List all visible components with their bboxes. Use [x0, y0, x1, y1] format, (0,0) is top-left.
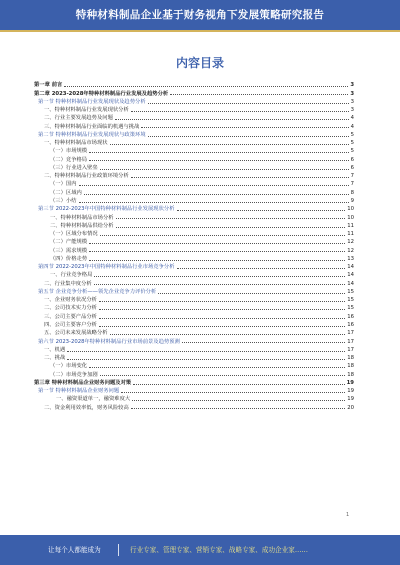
toc-entry[interactable]	[34, 237, 354, 245]
toc-leader-dots	[131, 111, 349, 112]
toc-entry[interactable]	[34, 254, 354, 262]
toc-leader-dots	[100, 169, 349, 170]
toc-leader-dots	[94, 276, 345, 277]
header-divider	[0, 30, 400, 32]
toc-entry-page: 15	[347, 297, 354, 304]
toc-leader-dots	[89, 160, 349, 161]
toc-entry[interactable]	[34, 163, 354, 171]
toc-leader-dots	[121, 392, 345, 393]
toc-entry-page: 14	[347, 264, 354, 271]
toc-leader-dots	[89, 260, 345, 261]
toc-entry[interactable]	[34, 187, 354, 195]
toc-entry-page: 12	[347, 239, 354, 246]
report-title: 特种材料制品企业基于财务视角下发展策略研究报告	[75, 9, 325, 21]
toc-leader-dots	[99, 301, 345, 302]
toc-entry-page: 18	[347, 355, 354, 362]
toc-leader-dots	[110, 144, 349, 145]
toc-entry-title: 三、公司主要产品分析	[44, 313, 97, 320]
toc-leader-dots	[94, 284, 346, 285]
toc-entry-title: （一）市场规模	[50, 148, 88, 155]
toc-entry-page: 5	[350, 131, 354, 138]
footer-slogan: 让每个人都能成为	[48, 546, 101, 554]
toc-entry-page: 19	[347, 388, 354, 395]
toc-entry[interactable]	[34, 303, 354, 311]
toc-entry[interactable]	[34, 229, 354, 237]
toc-entry-title: 一、特种材料制品市场现状	[44, 140, 108, 147]
toc-entry-page: 19	[346, 379, 354, 386]
toc-entry-page: 17	[347, 330, 354, 337]
toc-entry-page: 11	[347, 231, 354, 238]
toc-entry-title: 第二节 特种材料制品行业发展现状与政策环境	[38, 131, 146, 138]
toc-entry-page: 3	[350, 90, 354, 97]
toc-entry-title: 第一节 特种材料制品行业发展现状及趋势分析	[38, 98, 146, 105]
toc-entry-title: （三）小结	[50, 197, 77, 204]
toc-leader-dots	[84, 194, 349, 195]
toc-leader-dots	[67, 359, 345, 360]
toc-entry-page: 5	[350, 148, 354, 155]
toc-entry[interactable]	[34, 221, 354, 229]
toc-entry[interactable]	[34, 311, 354, 319]
footer-divider	[118, 544, 119, 556]
toc-entry-page: 5	[350, 140, 354, 147]
toc-entry-page: 16	[347, 321, 354, 328]
toc-entry[interactable]	[34, 121, 354, 129]
table-of-contents	[34, 80, 354, 411]
toc-entry[interactable]	[34, 262, 354, 270]
toc-entry-page: 10	[347, 206, 354, 213]
toc-entry[interactable]	[34, 361, 354, 369]
toc-entry-page: 19	[347, 396, 354, 403]
toc-leader-dots	[89, 152, 349, 153]
toc-entry[interactable]	[34, 105, 354, 113]
toc-entry-page: 7	[350, 173, 354, 180]
toc-entry-page: 10	[347, 214, 354, 221]
toc-entry-page: 13	[347, 255, 354, 262]
toc-entry-title: 二、特种材料制品供给分析	[50, 222, 114, 229]
toc-entry-title: （一）区域分布情况	[50, 231, 98, 238]
toc-entry-title: （二）产能规模	[50, 239, 88, 246]
toc-entry-title: 第三章 特种材料制品企业财务问题及对策	[34, 379, 132, 386]
toc-entry[interactable]	[34, 402, 354, 410]
toc-entry-title: 第五节 企业竞争分析——领先企业竞争力评价分析	[38, 288, 157, 295]
toc-leader-dots	[158, 293, 345, 294]
toc-leader-dots	[116, 227, 346, 228]
toc-leader-dots	[100, 235, 346, 236]
toc-entry-page: 17	[347, 338, 354, 345]
toc-leader-dots	[132, 400, 345, 401]
toc-entry-title: 第一章 前言	[34, 82, 63, 89]
toc-entry-page: 15	[347, 305, 354, 312]
toc-entry[interactable]	[34, 270, 354, 278]
toc-entry-title: （二）区域内	[50, 189, 82, 196]
toc-leader-dots	[131, 408, 345, 409]
toc-entry-page: 4	[350, 115, 354, 122]
toc-entry-title: 二、特种材料制品行业政策环境分析	[44, 173, 129, 180]
toc-leader-dots	[141, 127, 348, 128]
toc-leader-dots	[79, 202, 349, 203]
toc-leader-dots	[67, 351, 345, 352]
toc-entry-page: 8	[350, 189, 354, 196]
toc-leader-dots	[115, 119, 349, 120]
toc-leader-dots	[64, 86, 348, 87]
toc-entry[interactable]	[34, 278, 354, 286]
toc-entry-title: 四、公司主要客户分析	[44, 321, 97, 328]
toc-leader-dots	[110, 334, 346, 335]
toc-entry-page: 3	[350, 98, 354, 105]
toc-entry-page: 12	[347, 247, 354, 254]
toc-entry-title: （二）市场竞争加剧	[50, 371, 98, 378]
toc-entry[interactable]	[34, 353, 354, 361]
toc-entry-title: 一、企业财务状况分析	[44, 297, 97, 304]
toc-entry-title: 第一节 特种材料制品企业财务问题	[38, 388, 120, 395]
toc-entry[interactable]	[34, 345, 354, 353]
toc-entry-title: 一、特种材料制品市场分析	[50, 214, 114, 221]
toc-entry[interactable]	[34, 171, 354, 179]
toc-entry-title: （四）价格走势	[50, 255, 88, 262]
toc-entry-title: 二、挑战	[44, 355, 66, 362]
toc-entry-title: 二、行业集中度分析	[44, 280, 92, 287]
toc-leader-dots	[131, 177, 349, 178]
toc-entry[interactable]	[34, 369, 354, 377]
toc-entry-page: 14	[347, 272, 354, 279]
toc-leader-dots	[89, 243, 345, 244]
toc-entry-page: 15	[347, 288, 354, 295]
toc-entry-title: 二、行业主要发展趋势及问题	[44, 115, 113, 122]
toc-entry[interactable]	[34, 146, 354, 154]
toc-entry[interactable]	[34, 138, 354, 146]
toc-leader-dots	[99, 309, 345, 310]
toc-entry-title: （一）国内	[50, 181, 77, 188]
toc-entry[interactable]	[34, 287, 354, 295]
toc-leader-dots	[182, 342, 345, 343]
toc-entry[interactable]	[34, 320, 354, 328]
toc-leader-dots	[116, 218, 346, 219]
report-header	[0, 0, 400, 30]
toc-entry[interactable]	[34, 154, 354, 162]
toc-entry[interactable]	[34, 386, 354, 394]
toc-entry-page: 16	[347, 313, 354, 320]
toc-entry[interactable]	[34, 295, 354, 303]
toc-entry-page: 6	[350, 164, 354, 171]
toc-leader-dots	[99, 318, 345, 319]
toc-leader-dots	[148, 136, 349, 137]
toc-entry[interactable]	[34, 394, 354, 402]
footer-bar	[0, 535, 400, 565]
toc-entry[interactable]	[34, 179, 354, 187]
toc-entry-title: 第三节 2022-2023年中国特种材料制品行业发展现状分析	[38, 206, 175, 213]
toc-entry[interactable]	[34, 130, 354, 138]
toc-leader-dots	[100, 375, 346, 376]
toc-entry-title: 第六节 2023-2028年特种材料制品行业市场前景及趋势预测	[38, 338, 180, 345]
toc-entry-title: 三、特种材料制品行业面临的机遇与挑战	[44, 123, 140, 130]
toc-entry[interactable]	[34, 88, 354, 96]
toc-entry-page: 9	[350, 197, 354, 204]
toc-entry-title: 第二章 2023-2028年特种材料制品行业发展及趋势分析	[34, 90, 169, 97]
page-number: 1	[346, 512, 350, 518]
toc-entry-title: （二）竞争格局	[50, 156, 88, 163]
toc-entry-title: 五、公司未来发展战略分析	[44, 330, 108, 337]
toc-entry-title: 一、融资渠道单一，融资难度大	[56, 396, 131, 403]
toc-entry-page: 20	[347, 404, 354, 411]
toc-entry-page: 17	[347, 346, 354, 353]
toc-entry[interactable]	[34, 97, 354, 105]
toc-leader-dots	[133, 384, 344, 385]
footer-tagline: 行业专家、管理专家、营销专家、战略专家、成功企业家……	[130, 546, 309, 554]
toc-entry-title: 二、资金利用效率低，财务风险较高	[44, 404, 129, 411]
toc-entry-page: 3	[350, 107, 354, 114]
toc-entry-page: 6	[350, 156, 354, 163]
toc-leader-dots	[148, 103, 349, 104]
toc-entry-title: （三）行业进入壁垒	[50, 164, 98, 171]
toc-entry[interactable]	[34, 328, 354, 336]
toc-leader-dots	[170, 94, 348, 95]
toc-entry[interactable]	[34, 196, 354, 204]
toc-leader-dots	[89, 367, 345, 368]
toc-entry-page: 11	[347, 222, 354, 229]
toc-heading: 内容目录	[175, 56, 224, 70]
toc-entry[interactable]	[34, 212, 354, 220]
toc-entry-title: 一、特种材料制品行业发展现状分析	[44, 107, 129, 114]
toc-entry-page: 7	[350, 181, 354, 188]
toc-entry-title: 一、行业竞争格局	[50, 272, 93, 279]
toc-leader-dots	[177, 268, 346, 269]
toc-entry-title: （三）需求规模	[50, 247, 88, 254]
toc-leader-dots	[177, 210, 346, 211]
toc-entry[interactable]	[34, 113, 354, 121]
toc-entry-page: 4	[350, 123, 354, 130]
toc-leader-dots	[99, 326, 345, 327]
toc-entry-title: 二、公司技术实力分析	[44, 305, 97, 312]
toc-entry-title: 一、机遇	[44, 346, 66, 353]
toc-leader-dots	[79, 185, 349, 186]
toc-entry[interactable]	[34, 80, 354, 88]
toc-leader-dots	[89, 251, 345, 252]
toc-entry-title: 第四节 2022-2023年中国特种材料制品行业市场竞争分析	[38, 264, 175, 271]
toc-entry[interactable]	[34, 336, 354, 344]
toc-entry[interactable]	[34, 378, 354, 386]
toc-entry-page: 3	[350, 82, 354, 89]
toc-entry-title: （一）市场变化	[50, 363, 88, 370]
toc-entry-page: 14	[347, 280, 354, 287]
toc-entry-page: 18	[347, 363, 354, 370]
toc-entry[interactable]	[34, 245, 354, 253]
toc-entry[interactable]	[34, 204, 354, 212]
toc-entry-page: 18	[347, 371, 354, 378]
